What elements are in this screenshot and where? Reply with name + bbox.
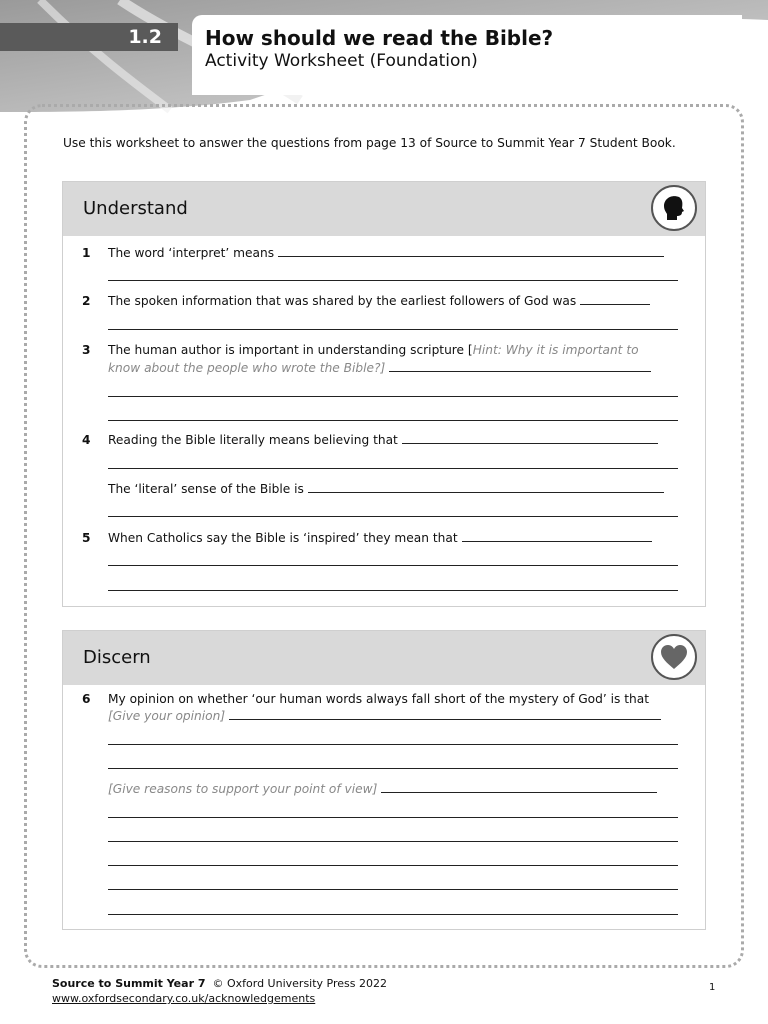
answer-blank[interactable] (580, 294, 650, 305)
page-title: How should we read the Bible? (205, 26, 554, 50)
page-subtitle: Activity Worksheet (Foundation) (205, 51, 478, 71)
section-number-badge: 1.2 (0, 23, 178, 51)
answer-blank[interactable] (229, 709, 661, 720)
acknowledgements-link[interactable]: www.oxfordsecondary.co.uk/acknowledgements (52, 992, 316, 1005)
head-silhouette-icon (651, 185, 697, 231)
answer-blank[interactable] (462, 531, 652, 542)
question-6-opinion: [Give your opinion] (82, 707, 661, 725)
answer-blank[interactable] (278, 246, 664, 257)
answer-line[interactable] (108, 817, 678, 818)
answer-line[interactable] (108, 889, 678, 890)
question-6-reasons: [Give reasons to support your point of view] (82, 780, 657, 798)
answer-blank[interactable] (389, 361, 651, 372)
answer-line[interactable] (108, 865, 678, 866)
answer-line[interactable] (108, 841, 678, 842)
heart-icon (651, 634, 697, 680)
question-6: 6 My opinion on whether ‘our human words always fall short of the mystery of God’ is that (82, 692, 649, 706)
discern-header (63, 631, 705, 685)
answer-blank[interactable] (308, 482, 664, 493)
question-5: 5 When Catholics say the Bible is ‘inspired’ they mean that (82, 529, 652, 547)
answer-line[interactable] (108, 396, 678, 397)
answer-line[interactable] (108, 744, 678, 745)
answer-line[interactable] (108, 590, 678, 591)
question-2: 2 The spoken information that was shared by the earliest followers of God was (82, 292, 650, 310)
question-3: 3 The human author is important in understanding scripture [Hint: Why it is important to (82, 343, 639, 357)
footer-copyright: © Oxford University Press 2022 (212, 977, 387, 990)
question-1: 1 The word ‘interpret’ means (82, 244, 664, 262)
question-4b: The ‘literal’ sense of the Bible is (82, 480, 664, 498)
answer-line[interactable] (108, 565, 678, 566)
page-number: 1 (709, 982, 716, 993)
footer (52, 976, 387, 1006)
footer-book-title: Source to Summit Year 7 (52, 977, 206, 990)
answer-line[interactable] (108, 329, 678, 330)
answer-line[interactable] (108, 280, 678, 281)
answer-blank[interactable] (381, 782, 657, 793)
understand-heading: Understand (83, 198, 188, 219)
answer-line[interactable] (108, 768, 678, 769)
answer-blank[interactable] (402, 433, 658, 444)
discern-heading: Discern (83, 647, 151, 668)
question-3-continued: know about the people who wrote the Bible?] (82, 359, 651, 377)
answer-line[interactable] (108, 420, 678, 421)
question-4: 4 Reading the Bible literally means believing that (82, 431, 658, 449)
intro-text: Use this worksheet to answer the questions from page 13 of Source to Summit Year 7 Student Book. (63, 136, 676, 150)
answer-line[interactable] (108, 468, 678, 469)
answer-line[interactable] (108, 516, 678, 517)
understand-header (63, 182, 705, 236)
answer-line[interactable] (108, 914, 678, 915)
